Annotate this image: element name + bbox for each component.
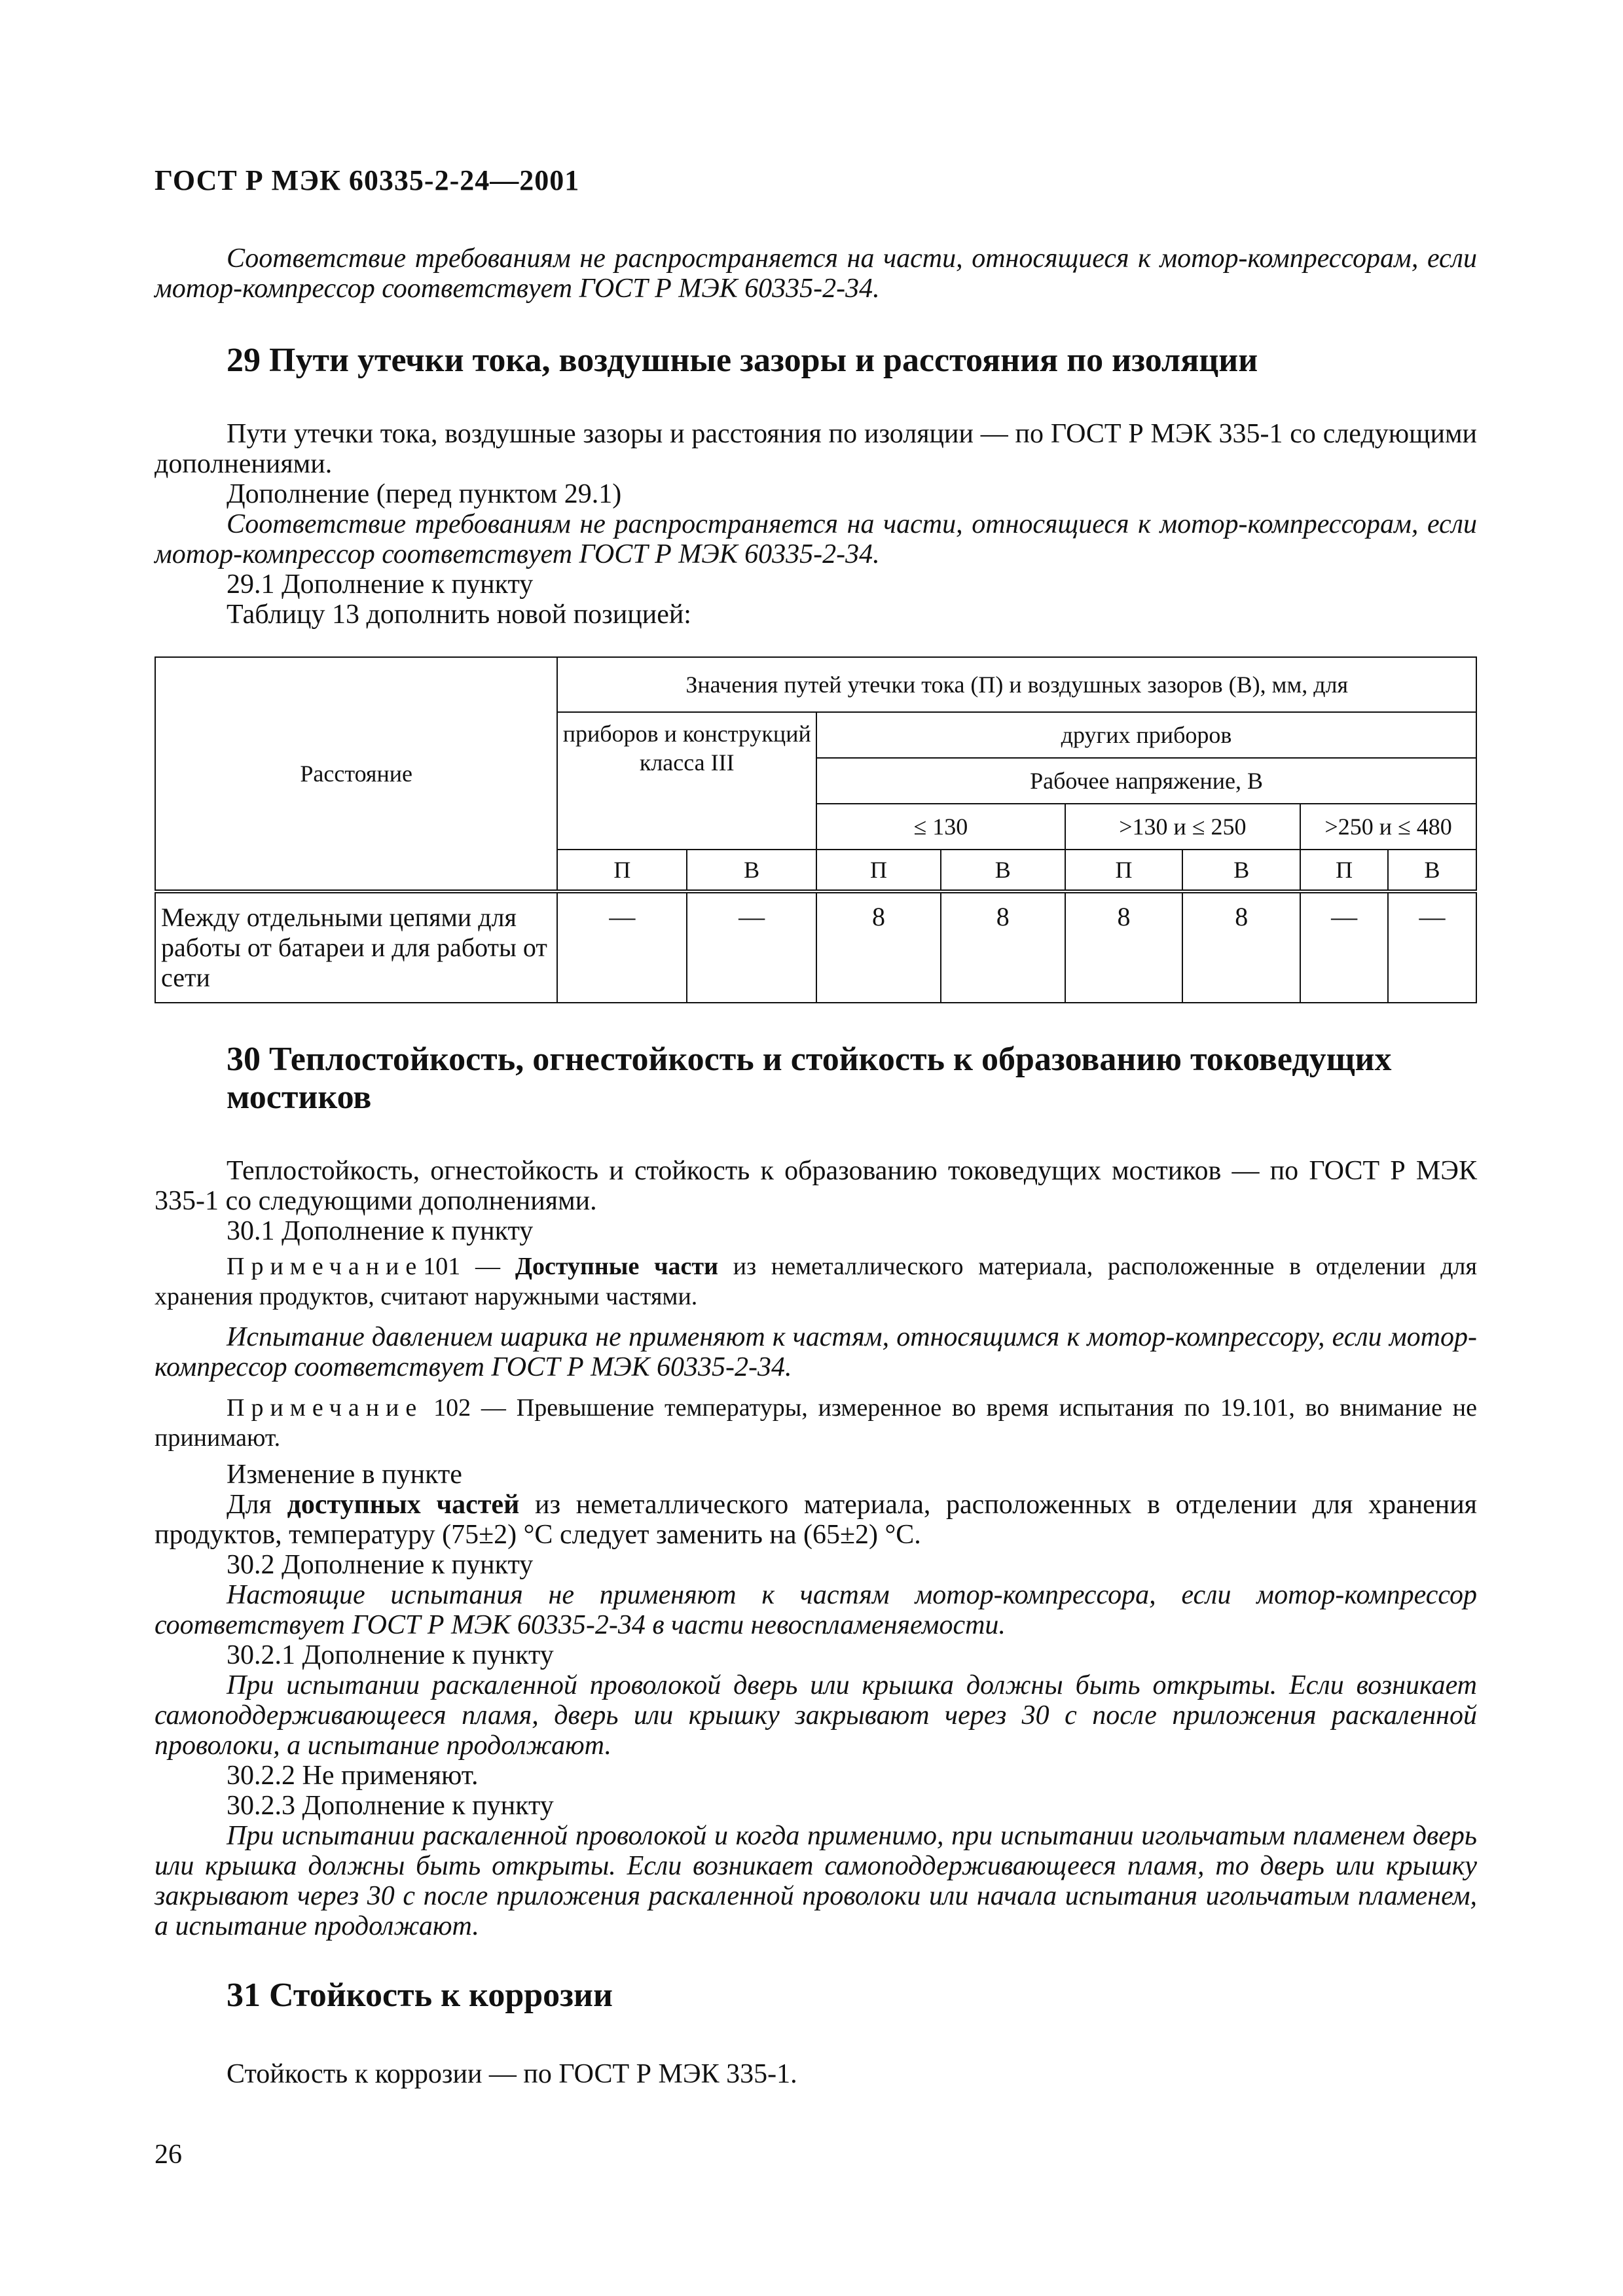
note-bold-term: Доступные части [515,1253,718,1280]
table-13-addition [155,656,1477,1003]
note-text: 102 — Превышение температуры, измеренное во время испытания по 19.101, во внимание не принимают. [155,1394,1477,1452]
table-cell: 8 [941,891,1065,1003]
s30-p10: 30.2.2 Не применяют. [227,1761,479,1791]
s31-p1: Стойкость к коррозии — по ГОСТ Р МЭК 335-1. [227,2059,797,2089]
page-number: 26 [155,2140,182,2170]
col-distance-header: Расстояние [155,657,557,891]
s30-p4: Изменение в пункте [227,1460,462,1490]
text-run: Для [227,1490,287,1520]
s30-p6: 30.2 Дополнение к пункту [227,1550,534,1580]
sub-p: П [816,850,941,891]
sub-p: П [1065,850,1183,891]
s30-note-102 [155,1393,1477,1453]
voltage-130-250: >130 и ≤ 250 [1065,804,1301,850]
sub-b: В [1182,850,1300,891]
table-cell: — [687,891,816,1003]
section-30 [155,1041,1477,1941]
section-29 [155,342,1477,630]
note-label: Примечание [227,1394,424,1422]
s29-p3: Соответствие требованиям не распространяется на части, относящиеся к мотор-компрессорам, если мотор-компрессор соответствует ГОСТ Р МЭК 60335-2-34. [155,509,1477,569]
table-cell: — [1300,891,1388,1003]
s30-p12: При испытании раскаленной проволокой и когда применимо, при испытании игольчатым пламенем дверь или крышка должны быть открыты. Если возникает самоподдерживающееся пламя, то дверь или крышку закрывают через 30 с после приложения раскаленной проволоки или начала испытания игольчатым пламенем, а испытание продолжают. [155,1821,1477,1941]
col-class3-header: приборов и конструкций класса III [557,712,816,850]
s30-p2: 30.1 Дополнение к пункту [227,1216,534,1246]
sub-b: В [687,850,816,891]
bold-term: доступных частей [287,1490,520,1520]
s30-p9: При испытании раскаленной проволокой дверь или крышка должны быть открыты. Если возникает самоподдерживающееся пламя, дверь или крышку закрывают через 30 с после приложения раскаленной проволоки, а испытание продолжают. [155,1670,1477,1761]
table-cell: — [1388,891,1476,1003]
table-cell: 8 [1182,891,1300,1003]
s30-p11: 30.2.3 Дополнение к пункту [227,1791,554,1821]
table-cell: 8 [816,891,941,1003]
note-label: Примечание [227,1253,424,1280]
sub-b: В [941,850,1065,891]
clearance-table [155,656,1477,1003]
row-label: Между отдельными цепями для работы от батареи и для работы от сети [155,891,557,1003]
s30-p7: Настоящие испытания не применяют к частям мотор-компрессора, если мотор-компрессор соответствует ГОСТ Р МЭК 60335-2-34 в части невоспламеняемости. [155,1580,1477,1640]
s29-p1: Пути утечки тока, воздушные зазоры и расстояния по изоляции — по ГОСТ Р МЭК 335-1 со следующими дополнениями. [155,419,1477,479]
sub-p: П [557,850,687,891]
intro-italic: Соответствие требованиям не распространяется на части, относящиеся к мотор-компрессорам, если мотор-компрессор соответствует ГОСТ Р МЭК 60335-2-34. [155,243,1477,304]
note-text: из неметаллического материала, расположенные в отделении для хранения продуктов, считают наружными частями. [155,1253,1478,1310]
voltage-250-480: >250 и ≤ 480 [1300,804,1476,850]
section-31 [155,1977,1477,2089]
s30-p5 [155,1490,1477,1550]
col-voltage-header: Рабочее напряжение, В [816,758,1476,804]
section-29-heading: 29 Пути утечки тока, воздушные зазоры и расстояния по изоляции [227,342,1258,379]
s30-p1: Теплостойкость, огнестойкость и стойкость к образованию токоведущих мостиков — по ГОСТ Р МЭК 335-1 со следующими дополнениями. [155,1156,1477,1216]
section-30-heading: 30 Теплостойкость, огнестойкость и стойкость к образованию токоведущих мостиков [227,1041,1392,1116]
document-header: ГОСТ Р МЭК 60335-2-24—2001 [155,164,580,196]
s30-p3: Испытание давлением шарика не применяют к частям, относящимся к мотор-компрессору, если мотор-компрессор соответствует ГОСТ Р МЭК 60335-2-34. [155,1322,1477,1382]
col-values-header: Значения путей утечки тока (П) и воздушных зазоров (В), мм, для [557,657,1476,712]
table-cell: 8 [1065,891,1183,1003]
s29-p4: 29.1 Дополнение к пункту [227,569,534,600]
intro-block [155,243,1477,304]
table-cell: — [557,891,687,1003]
s30-note-101 [155,1251,1477,1312]
sub-p: П [1300,850,1388,891]
note-number: 101 — [423,1253,515,1280]
col-other-header: других приборов [816,712,1476,758]
s30-p8: 30.2.1 Дополнение к пункту [227,1640,554,1670]
voltage-le-130: ≤ 130 [816,804,1065,850]
s29-p5: Таблицу 13 дополнить новой позицией: [227,600,691,630]
text-run: из неметаллического материала, расположенных в отделении для хранения продуктов, температуру (75±2) °С следует заменить на (65±2) °С. [155,1490,1477,1550]
s29-p2: Дополнение (перед пунктом 29.1) [227,479,622,509]
table-row [155,891,1476,1003]
section-31-heading: 31 Стойкость к коррозии [227,1977,613,2014]
sub-b: В [1388,850,1476,891]
